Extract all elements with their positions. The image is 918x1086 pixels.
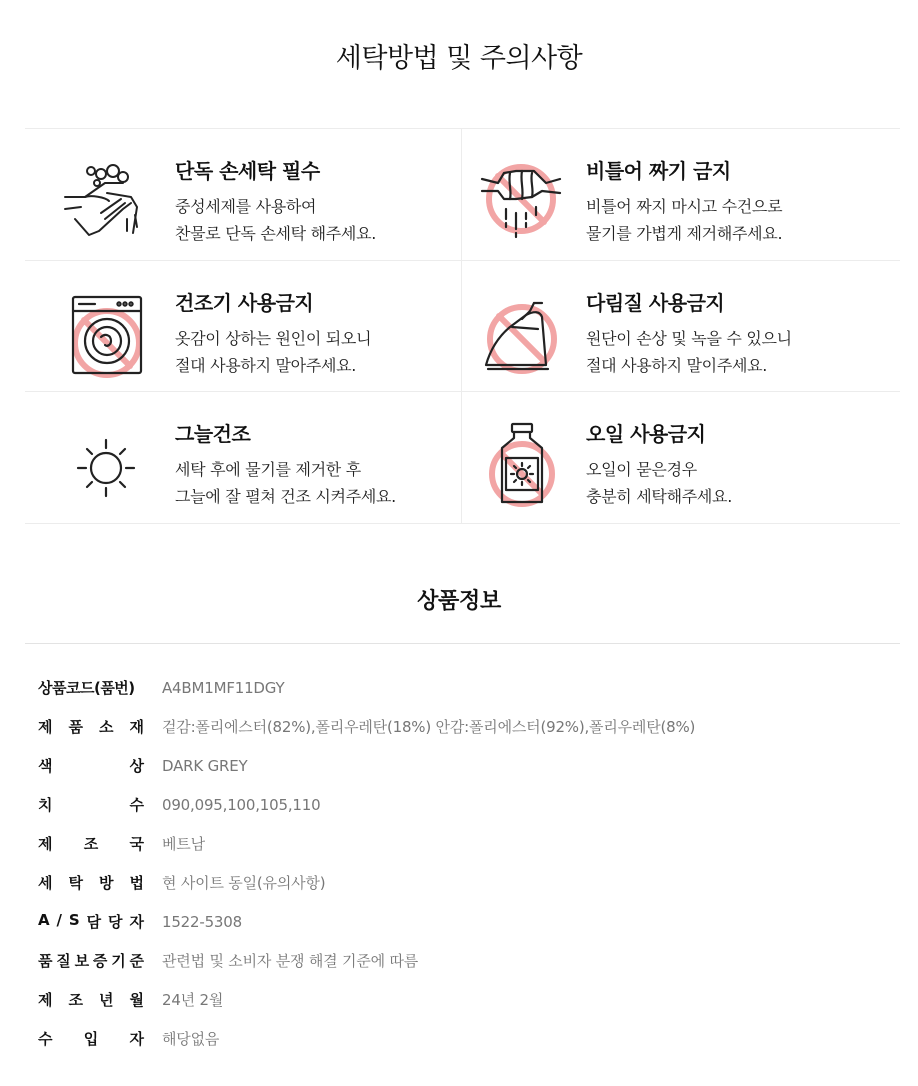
care-desc-line: 옷감이 상하는 원인이 되오니	[175, 329, 372, 348]
care-description	[175, 325, 371, 379]
care-text-no-oil	[586, 420, 732, 510]
care-desc-line: 중성세제를 사용하여	[175, 197, 317, 216]
no-dryer-icon	[61, 289, 151, 379]
care-heading: 건조기 사용금지	[175, 291, 314, 315]
care-description	[586, 456, 732, 510]
care-text-no-iron	[586, 289, 792, 379]
care-item-hand-wash	[25, 129, 462, 261]
care-item-no-dryer	[25, 261, 462, 392]
care-heading: 다림질 사용금지	[586, 291, 725, 315]
care-description	[586, 193, 782, 247]
info-label: 상품코드(품번)	[38, 679, 135, 697]
care-heading: 오일 사용금지	[586, 422, 706, 446]
divider	[25, 643, 900, 644]
info-label: 치 수	[38, 796, 144, 814]
care-desc-line: 세탁 후에 물기를 제거한 후	[175, 460, 361, 479]
care-desc-line: 충분히 세탁해주세요.	[586, 487, 732, 506]
info-label: 제 조 국	[38, 835, 144, 853]
info-value: DARK GREY	[162, 756, 248, 775]
info-value: 현 사이트 동일(유의사항)	[162, 874, 326, 892]
care-instructions-grid	[25, 128, 900, 524]
care-desc-line: 물기를 가볍게 제거해주세요.	[586, 224, 783, 243]
info-row-product-code	[38, 668, 898, 707]
care-heading: 비틀어 짜기 금지	[586, 159, 731, 183]
no-iron-icon	[476, 289, 566, 379]
info-row-size	[38, 785, 898, 824]
info-label: 제 품 소 재	[38, 718, 144, 736]
info-label: 색 상	[38, 757, 144, 775]
info-label: 제 조 년 월	[38, 991, 144, 1009]
care-description	[586, 325, 792, 379]
info-row-warranty	[38, 941, 898, 980]
product-info-table	[38, 668, 898, 1058]
info-value: 24년 2월	[162, 991, 224, 1009]
care-heading: 단독 손세탁 필수	[175, 159, 320, 183]
info-row-wash-method	[38, 863, 898, 902]
care-item-no-wring	[462, 129, 900, 261]
care-desc-line: 절대 사용하지 말아주세요.	[175, 356, 357, 375]
care-text-no-dryer	[175, 289, 371, 379]
product-info-title: 상품정보	[417, 589, 501, 614]
info-label: A / S 담 당 자	[38, 911, 144, 931]
info-row-color	[38, 746, 898, 785]
info-value: 090,095,100,105,110	[162, 795, 321, 814]
info-row-as-contact	[38, 902, 898, 941]
info-row-importer	[38, 1019, 898, 1058]
info-label: 품 질 보 증 기 준	[38, 952, 144, 970]
info-label: 수 입 자	[38, 1030, 144, 1048]
no-wring-icon	[476, 157, 566, 247]
info-value: 관련법 및 소비자 분쟁 해결 기준에 따름	[162, 952, 419, 970]
care-desc-line: 비틀어 짜지 마시고 수건으로	[586, 197, 783, 216]
hand-wash-icon	[61, 157, 151, 247]
info-row-origin	[38, 824, 898, 863]
care-desc-line: 원단이 손상 및 녹을 수 있으니	[586, 329, 792, 348]
info-row-material	[38, 707, 898, 746]
info-value: 해당없음	[162, 1030, 220, 1048]
no-oil-icon	[476, 420, 566, 510]
care-item-no-oil	[462, 392, 900, 523]
care-section-title: 세탁방법 및 주의사항	[335, 43, 583, 74]
info-row-manufacture-date	[38, 980, 898, 1019]
care-desc-line: 찬물로 단독 손세탁 해주세요.	[175, 224, 377, 243]
info-label: 세 탁 방 법	[38, 874, 144, 892]
care-item-no-iron	[462, 261, 900, 392]
care-text-shade-dry	[175, 420, 396, 510]
care-description	[175, 456, 396, 510]
care-text-hand-wash	[175, 157, 376, 247]
info-value: A4BM1MF11DGY	[162, 678, 285, 697]
info-value: 1522-5308	[162, 912, 242, 931]
care-text-no-wring	[586, 157, 782, 247]
care-description	[175, 193, 376, 247]
care-desc-line: 그늘에 잘 펼쳐 건조 시켜주세요.	[175, 487, 396, 506]
care-desc-line: 절대 사용하지 말이주세요.	[586, 356, 768, 375]
shade-dry-sun-icon	[61, 420, 151, 510]
care-item-shade-dry	[25, 392, 462, 523]
info-value: 베트남	[162, 835, 205, 853]
care-desc-line: 오일이 묻은경우	[586, 460, 697, 479]
info-value: 겉감:폴리에스터(82%),폴리우레탄(18%) 안감:폴리에스터(92%),폴리우레탄(8%)	[162, 718, 696, 736]
care-heading: 그늘건조	[175, 422, 251, 446]
